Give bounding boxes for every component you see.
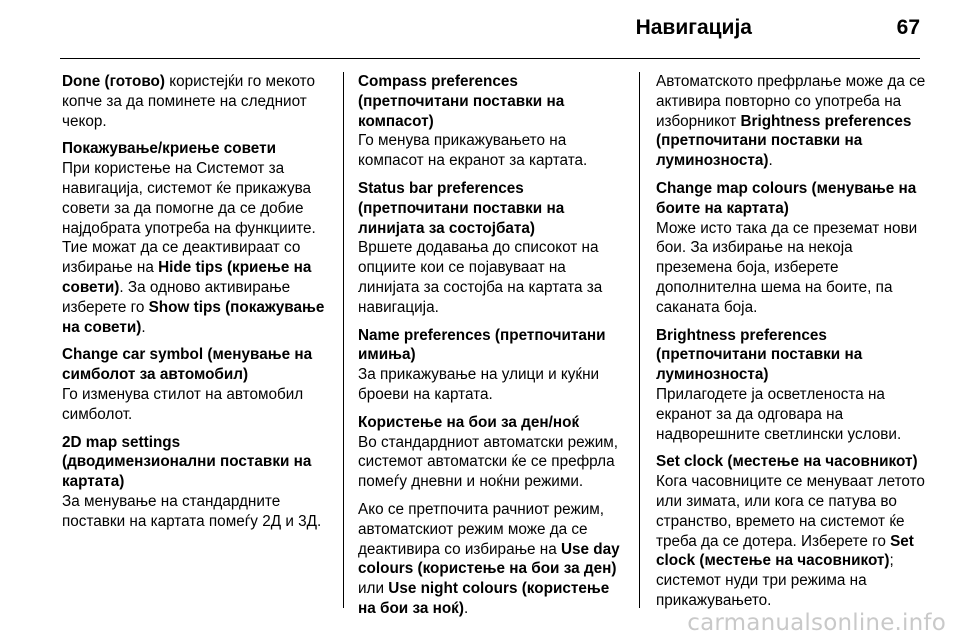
section-text: . [463, 599, 469, 617]
section-manual-mode [358, 500, 630, 619]
section-heading: Покажување/криење совети [62, 140, 276, 158]
section-text: користејќи го мекото копче за да поминете на следниот чекор. [62, 73, 315, 130]
section-set-clock [656, 452, 926, 610]
header-divider [60, 58, 920, 59]
section-compass [358, 72, 630, 171]
section-heading: Користење на бои за ден/ноќ [358, 413, 580, 431]
section-name-prefs [358, 326, 630, 405]
section-text: Може исто така да се преземат нови бои. За избирање на некоја преземена боја, изберете дополнителна шема на боите, па саканата боја. [656, 219, 918, 316]
section-heading: Name preferences (претпочитани имиња) [358, 326, 606, 364]
text-column-3 [656, 72, 926, 619]
section-text: Прилагодете ја осветленоста на екранот за да одговара на надворешните светлински услови. [656, 385, 902, 443]
section-map-colours [656, 179, 926, 318]
site-watermark: carmanualsonline.info [687, 610, 946, 636]
inline-bold: Hide tips (криење на совети) [62, 259, 312, 296]
column-divider-1 [343, 72, 344, 608]
section-text: За прикажување на улици и куќни броеви на картата. [358, 366, 600, 403]
section-heading: Done (готово) [62, 73, 165, 90]
inline-bold: Use day colours (користење на бои за ден) [358, 540, 620, 578]
inline-bold: Show tips (покажување на совети) [62, 298, 325, 336]
section-text: Ако се претпочита рачниот режим, автоматскиот режим може да се деактивира со избирање на [358, 500, 605, 558]
section-text: При користење на Системот за навигација, системот ќе прикажува совети за да помогне да се добие најдобрата употреба на функциите. Тие можат да се деактивираат со избирање на [62, 160, 316, 277]
section-heading: Brightness preferences (претпочитани поставки на луминозноста) [656, 326, 863, 384]
section-status-bar [358, 179, 630, 318]
section-day-night [358, 413, 630, 492]
inline-bold: Set clock (местење на часовникот) [656, 532, 914, 570]
section-done [62, 72, 332, 131]
section-text: За менување на стандардните поставки на картата помеѓу 2Д и 3Д. [62, 492, 322, 530]
section-heading: 2D map settings (дводимензионални поставки на картата) [62, 433, 312, 491]
section-text: . [768, 152, 773, 170]
section-heading: Change car symbol (менување на симболот за автомобил) [62, 346, 313, 384]
section-2d-map [62, 433, 332, 532]
section-text: Автоматското префрлање може да се активира повторно со употреба на изборникот [656, 73, 926, 130]
section-heading: Status bar preferences (претпочитани поставки на линијата за состојбата) [358, 179, 565, 237]
text-column-1 [62, 72, 332, 540]
section-text: ; системот нуди три режима на прикажувањето. [656, 552, 894, 609]
inline-bold: Brightness preferences (претпочитани поставки на луминозноста) [656, 112, 912, 170]
section-auto-switch [656, 72, 926, 171]
section-text: Во стандардниот автоматски режим, системот автоматски ќе се префрла помеѓу дневни и ноќни режими. [358, 433, 619, 491]
section-text: Го изменува стилот на автомобил симболот. [62, 385, 304, 423]
column-divider-2 [639, 72, 640, 608]
page-number: 67 [896, 16, 920, 39]
section-text: Го менува прикажувањето на компасот на екранот за картата. [358, 132, 588, 170]
section-text: Кога часовниците се менуваат летото или зимата, или кога се патува во странство, времето на системот ќе треба да се дотера. Изберете го [656, 473, 925, 550]
section-heading: Change map colours (менување на боите на картата) [656, 179, 917, 217]
section-car-symbol [62, 345, 332, 424]
section-heading: Set clock (местење на часовникот) [656, 453, 918, 471]
section-text: или [358, 580, 389, 598]
text-column-2 [358, 72, 630, 627]
section-text: . За одново активирање изберете го [62, 278, 291, 316]
section-text: . [141, 318, 146, 336]
section-heading: Compass preferences (претпочитани поставки на компасот) [358, 73, 565, 130]
section-tips [62, 139, 332, 337]
inline-bold: Use night colours (користење на бои за ноќ) [358, 580, 610, 617]
section-brightness [656, 326, 926, 445]
page-header-title: Навигација [635, 16, 752, 39]
section-text: Вршете додавања до списокот на опциите кои се појавуваат на линијата за состојба на картата за навигација. [358, 239, 603, 316]
